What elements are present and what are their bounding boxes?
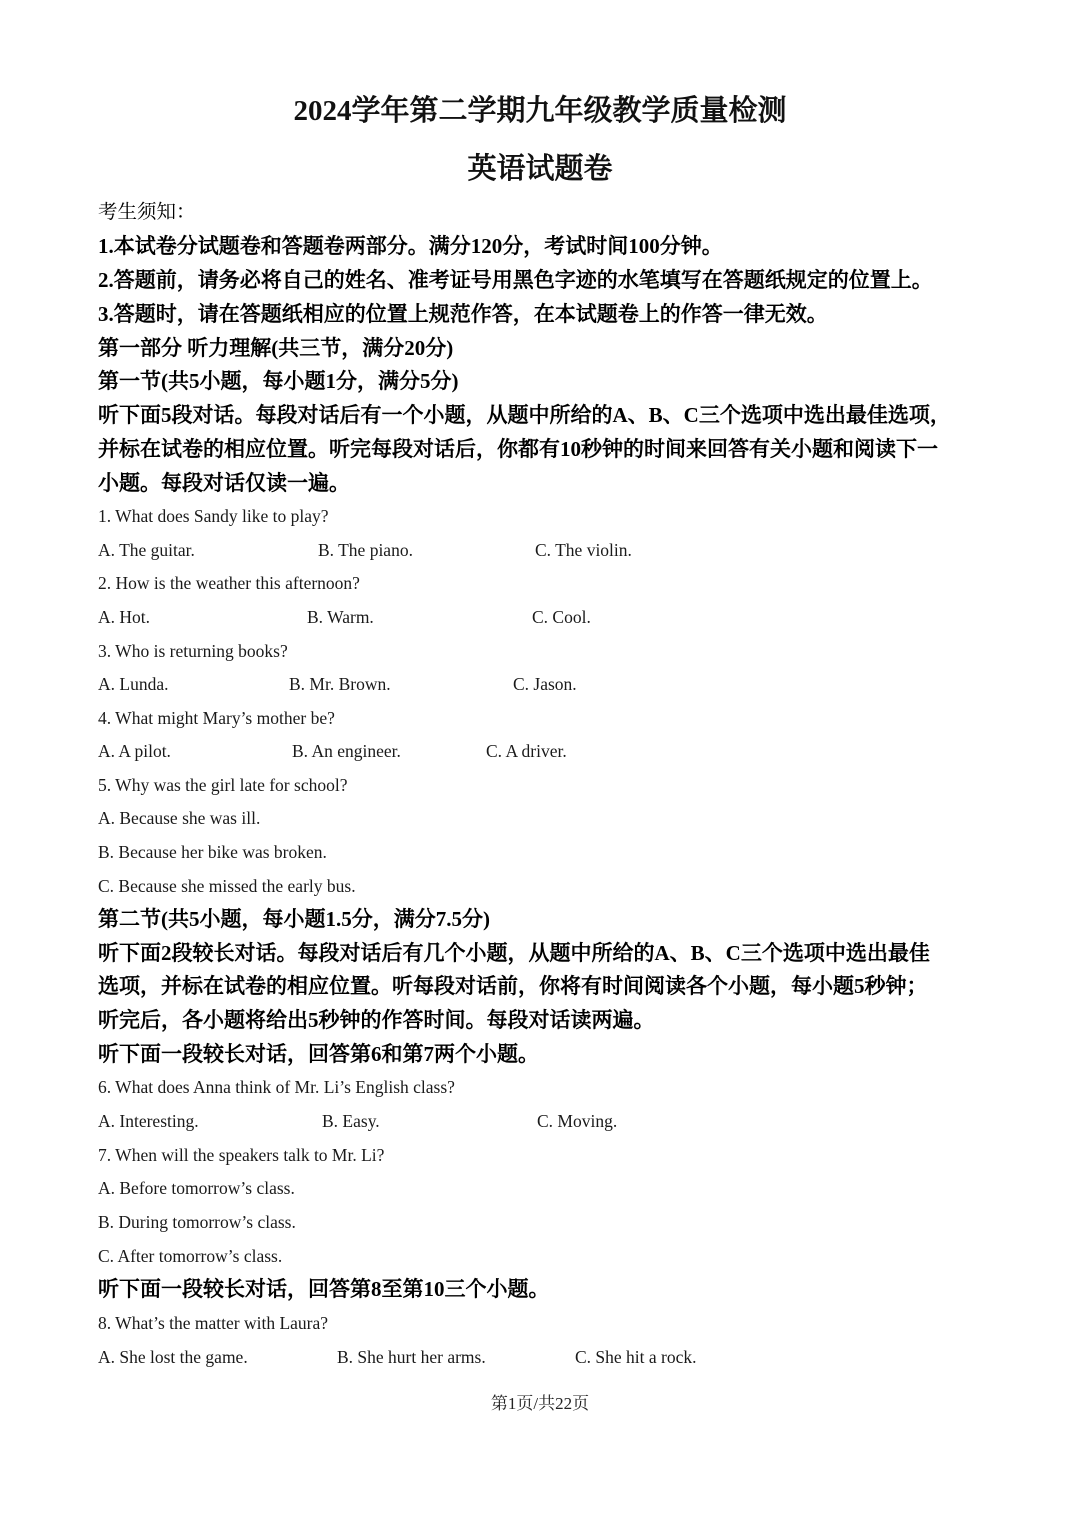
q3-option-c: C. Jason. [513,674,577,694]
q4-option-c: C. A driver. [486,741,567,761]
q5-option-c: C. Because she missed the early bus. [98,876,356,896]
q8-option-b: B. She hurt her arms. [337,1347,486,1367]
question-2: 2. How is the weather this afternoon? [98,573,360,593]
question-4: 4. What might Mary’s mother be? [98,708,335,728]
question-6: 6. What does Anna think of Mr. Li’s English class? [98,1077,455,1097]
section1-instruction-2: 并标在试卷的相应位置。听完每段对话后，你都有10秒钟的时间来回答有关小题和阅读下一 [98,437,938,461]
q2-option-c: C. Cool. [532,607,591,627]
question-5: 5. Why was the girl late for school? [98,775,348,795]
notice-heading: 考生须知： [98,202,196,223]
question-8: 8. What’s the matter with Laura? [98,1313,329,1333]
question-1: 1. What does Sandy like to play? [98,506,329,526]
question-7: 7. When will the speakers talk to Mr. Li? [98,1145,385,1165]
q6-option-b: B. Easy. [322,1111,380,1131]
page-number: 第1页/共22页 [490,1394,590,1413]
section1-title: 第一节(共5小题，每小题1分，满分5分) [98,369,459,393]
q2-option-b: B. Warm. [307,607,374,627]
section2-title: 第二节(共5小题，每小题1.5分，满分7.5分) [98,907,490,931]
q7-option-b: B. During tomorrow’s class. [98,1212,296,1232]
q8-option-c: C. She hit a rock. [575,1347,697,1367]
question-3: 3. Who is returning books? [98,641,288,661]
q6-option-c: C. Moving. [537,1111,618,1131]
q7-option-c: C. After tomorrow’s class. [98,1246,283,1266]
q4-option-a: A. A pilot. [98,741,171,761]
notice-item-1: 1.本试卷分试题卷和答题卷两部分。满分120分，考试时间100分钟。 [98,234,723,258]
q5-option-a: A. Because she was ill. [98,808,261,828]
q7-option-a: A. Before tomorrow’s class. [98,1178,295,1198]
section2-instruction-1: 听下面2段较长对话。每段对话后有几个小题，从题中所给的A、B、C三个选项中选出最佳 [98,941,930,965]
exam-subtitle: 英语试题卷 [467,153,613,185]
q1-option-b: B. The piano. [318,540,413,560]
dialogue2-intro: 听下面一段较长对话，回答第8至第10三个小题。 [98,1277,550,1301]
q3-option-a: A. Lunda. [98,674,169,694]
dialogue1-intro: 听下面一段较长对话，回答第6和第7两个小题。 [98,1042,539,1066]
notice-item-3: 3.答题时，请在答题纸相应的位置上规范作答，在本试题卷上的作答一律无效。 [98,302,828,326]
exam-title: 2024学年第二学期九年级教学质量检测 [293,95,787,127]
q4-option-b: B. An engineer. [292,741,401,761]
section2-instruction-2: 选项，并标在试卷的相应位置。听每段对话前，你将有时间阅读各个小题，每小题5秒钟； [98,974,928,998]
section2-instruction-3: 听完后，各小题将给出5秒钟的作答时间。每段对话读两遍。 [98,1008,655,1032]
q1-option-c: C. The violin. [535,540,632,560]
section1-instruction-1: 听下面5段对话。每段对话后有一个小题，从题中所给的A、B、C三个选项中选出最佳选项， [98,403,951,427]
notice-item-2: 2.答题前，请务必将自己的姓名、准考证号用黑色字迹的水笔填写在答题纸规定的位置上。 [98,268,933,292]
q3-option-b: B. Mr. Brown. [289,674,391,694]
section1-instruction-3: 小题。每段对话仅读一遍。 [98,471,350,495]
q6-option-a: A. Interesting. [98,1111,199,1131]
q2-option-a: A. Hot. [98,607,151,627]
q8-option-a: A. She lost the game. [98,1347,248,1367]
part1-title: 第一部分 听力理解(共三节，满分20分) [98,336,454,360]
q5-option-b: B. Because her bike was broken. [98,842,327,862]
q1-option-a: A. The guitar. [98,540,195,560]
